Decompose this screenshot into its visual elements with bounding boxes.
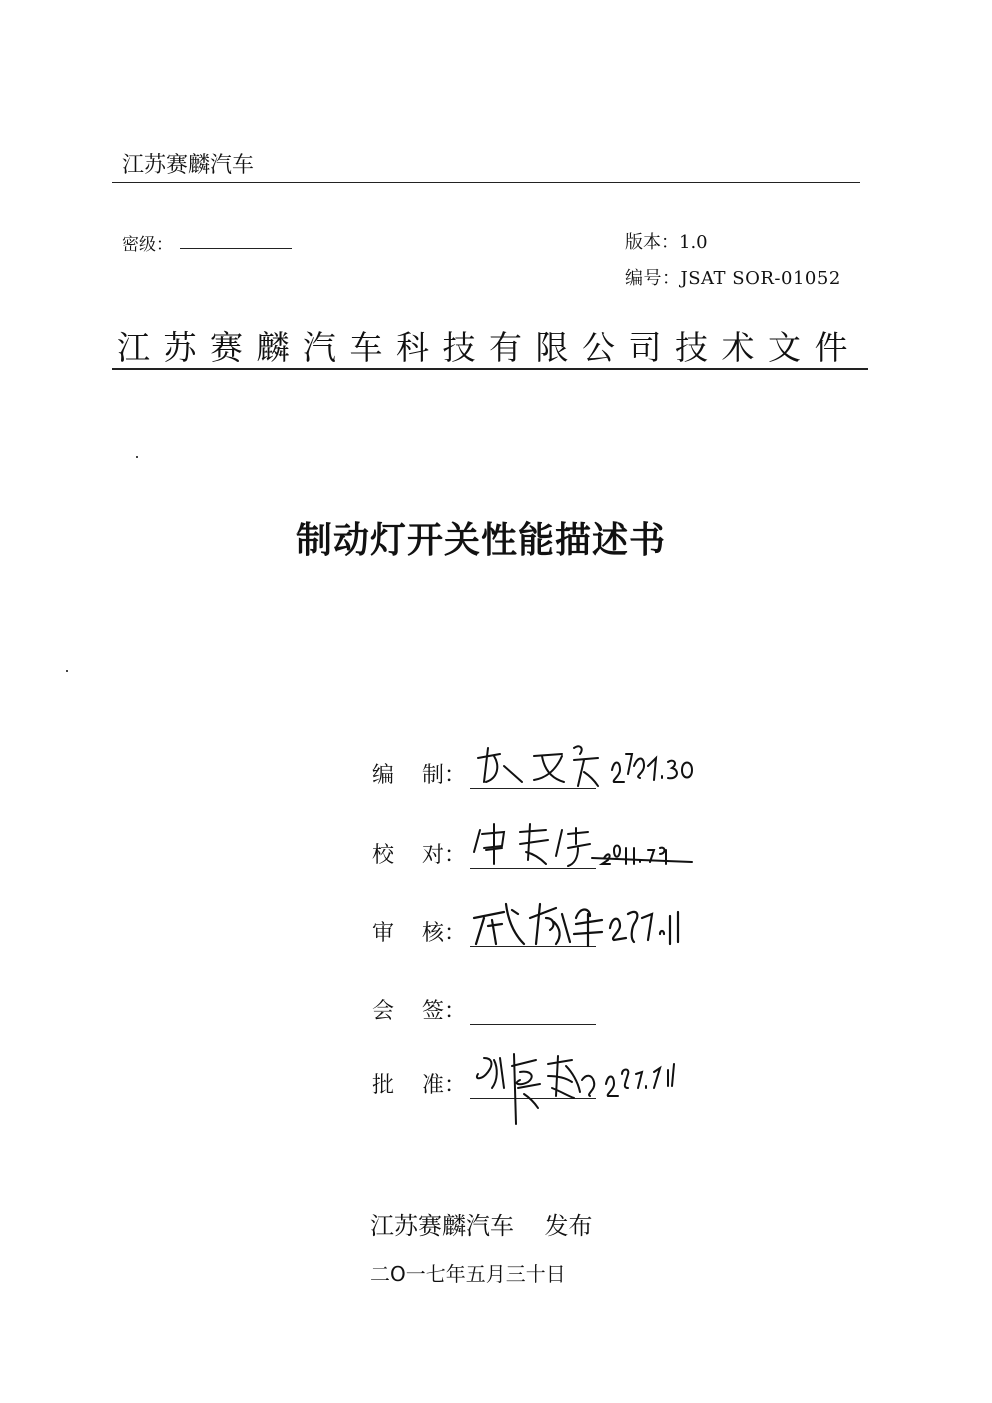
signature-label: 校 对： bbox=[372, 843, 466, 868]
signature-label: 审 核： bbox=[372, 921, 466, 946]
header-divider bbox=[112, 182, 860, 183]
scan-speck bbox=[66, 670, 68, 672]
handwritten-signature-compiled bbox=[464, 726, 724, 796]
signature-label: 批 准： bbox=[372, 1073, 466, 1098]
document-title: 制动灯开关性能描述书 bbox=[295, 520, 666, 561]
secret-level-label: 密级： bbox=[122, 235, 173, 255]
publish-date: 二O一七年五月三十日 bbox=[370, 1262, 566, 1286]
publisher-line: 江苏赛麟汽车 发布 bbox=[370, 1212, 593, 1240]
handwritten-signature-reviewed bbox=[464, 884, 724, 954]
version-text: 版本：1.0 bbox=[625, 232, 708, 253]
signature-label: 会 签： bbox=[372, 999, 466, 1024]
document-number: 编号：JSAT SOR-01052 bbox=[625, 268, 841, 289]
handwritten-signature-approved bbox=[464, 1036, 724, 1126]
secret-level-blank bbox=[180, 248, 292, 249]
header-company-name: 江苏赛麟汽车 bbox=[122, 153, 255, 178]
signature-label: 编 制： bbox=[372, 763, 466, 788]
handwritten-signature-checked bbox=[464, 806, 724, 876]
heading-divider bbox=[112, 368, 868, 370]
scan-speck bbox=[136, 456, 138, 458]
signature-line bbox=[470, 1024, 596, 1025]
company-technical-document-heading: 江苏赛麟汽车科技有限公司技术文件 bbox=[117, 328, 861, 367]
